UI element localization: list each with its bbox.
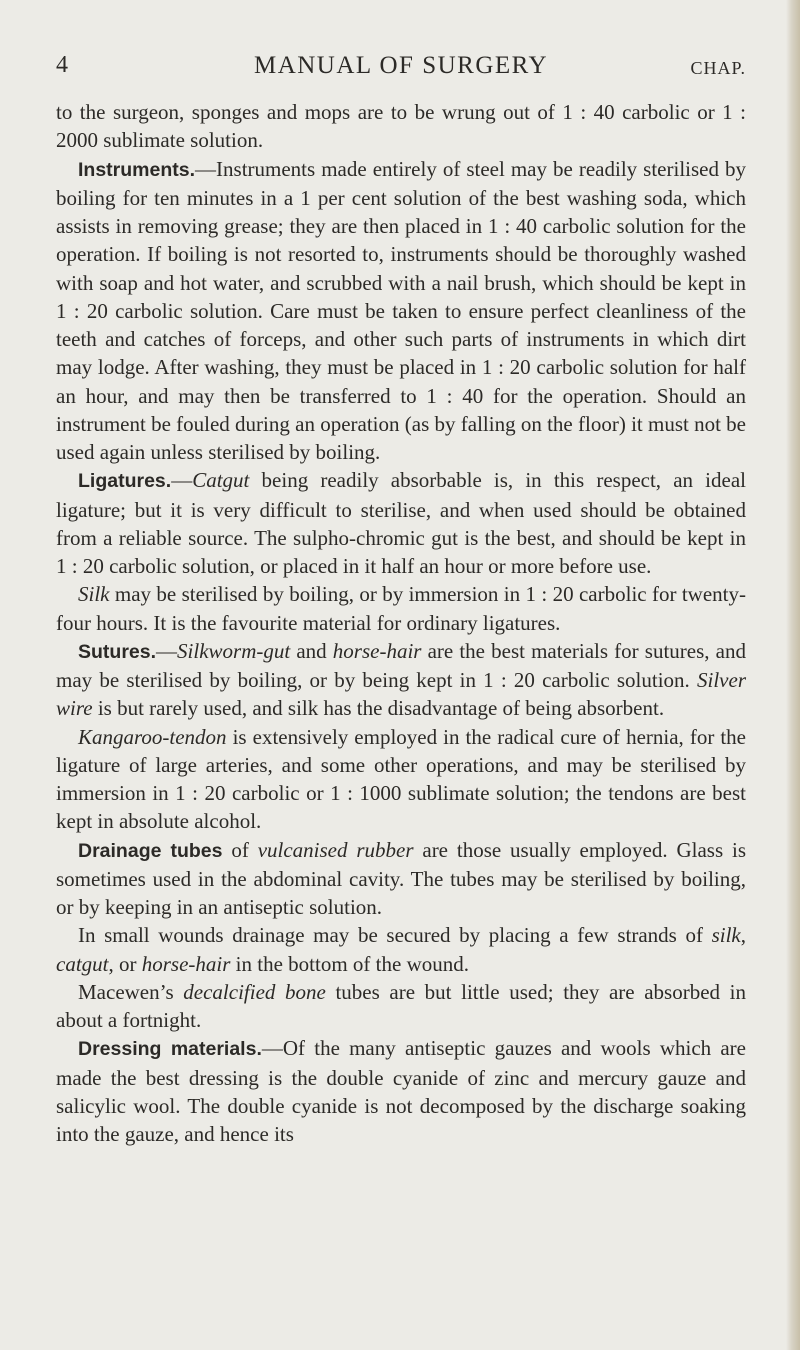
paragraph-drainage [56, 836, 746, 922]
text-run: tubes are but little used; they are absorbed in about a fortnight. [56, 979, 746, 1032]
term-catgut: catgut [56, 951, 109, 976]
term-vulcanised-rubber: vulcanised rubber [257, 837, 414, 862]
paragraph-instruments [56, 155, 746, 467]
term-silk: silk [711, 923, 741, 948]
text-run: of [222, 837, 258, 862]
text-run: is extensively employed in the radical cure of hernia, for the ligature of large arteries, and some other operations, and may be sterilised by immersion in 1 : 20 carbolic or 1 : 1000 sublimate solution; the tendons are best kept in absolute alcohol. [56, 724, 746, 834]
text-run: , [740, 923, 746, 948]
term-horse-hair: horse-hair [332, 638, 422, 663]
text-run: is but rarely used, and silk has the disadvantage of being absorbent. [92, 696, 665, 721]
term-catgut: Catgut [192, 468, 250, 493]
running-title: MANUAL OF SURGERY [253, 52, 549, 79]
body-text [56, 98, 746, 1148]
text-run: in the bottom of the wound. [230, 951, 469, 976]
paragraph-sutures [56, 637, 746, 723]
text-run: Macewen’s [78, 979, 184, 1004]
text-run: —Of the many antiseptic gauzes and wools which are made the best dressing is the double cyanide of zinc and mercury gauze and salicylic wool. The double cyanide is not decomposed by the discharge soaking into the gauze, and hence its [56, 1036, 746, 1146]
text-run: —Instruments made entirely of steel may be readily sterilised by boiling for ten minutes in a 1 per cent solution of the best washing soda, which assists in removing grease; they are then placed in 1 : 40 carbolic solution for the operation. If boiling is not resorted to, instruments should be thoroughly washed with soap and hot water, and scrubbed with a nail brush, which should be kept in 1 : 20 carbolic solution. Care must be taken to ensure perfect cleanliness of the teeth and catches of forceps, and other such parts of instruments in which dirt may lodge. After washing, they must be placed in 1 : 20 carbolic solution for half an hour, and may then be transferred to 1 : 40 for the operation. Should an instrument be fouled during an operation (as by falling on the floor) it must not be used again unless sterilised by boiling. [56, 156, 746, 464]
chapter-label: CHAP. [690, 58, 746, 78]
term-silkworm-gut: Silkworm-gut [177, 638, 291, 663]
text-run: being readily absorbable is, in this respect, an ideal ligature; but it is very difficult to sterilise, and when used should be obtained from a reliable source. The sulpho-chromic gut is the best, and should be kept in 1 : 20 carbolic solution, or placed in it half an hour or more before use. [56, 468, 746, 578]
text-run: may be sterilised by boiling, or by immersion in 1 : 20 carbolic for twenty-four hours. It is the favourite material for ordinary ligatures. [56, 582, 746, 635]
paragraph-kangaroo-tendon [56, 723, 746, 836]
page-number: 4 [56, 52, 68, 78]
term-silver-wire: Silver wire [56, 668, 746, 721]
paragraph-silk [56, 580, 746, 637]
text-run: to the surgeon, sponges and mops are to be wrung out of 1 : 40 carbolic or 1 : 2000 sublimate solution. [56, 100, 746, 153]
section-heading-drainage: Drainage tubes [78, 839, 223, 862]
paragraph-dressing [56, 1034, 746, 1148]
section-heading-sutures: Sutures. [78, 640, 157, 663]
text-run: — [171, 468, 193, 493]
text-run: and [290, 638, 333, 663]
text-run: — [156, 638, 178, 663]
text-run: In small wounds drainage may be secured by placing a few strands of [78, 923, 712, 948]
text-run: are those usually employed. Glass is sometimes used in the abdominal cavity. The tubes may be sterilised by boiling, or by keeping in an antiseptic solution. [56, 837, 746, 919]
paragraph-macewen [56, 978, 746, 1035]
text-run: are the best materials for sutures, and may be sterilised by boiling, or by being kept in 1 : 20 carbolic solution. [56, 638, 746, 692]
paragraph-ligatures [56, 466, 746, 580]
section-heading-instruments: Instruments. [78, 158, 196, 181]
term-decalcified-bone: decalcified bone [183, 979, 326, 1004]
paragraph-sponges [56, 98, 746, 155]
text-run: , or [108, 951, 142, 976]
section-heading-ligatures: Ligatures. [78, 470, 172, 493]
term-horse-hair: horse-hair [141, 951, 231, 976]
term-silk: Silk [78, 582, 110, 607]
page-edge-shadow [786, 0, 800, 1350]
page-header [56, 52, 746, 92]
paragraph-small-wounds [56, 921, 746, 978]
section-heading-dressing: Dressing materials. [78, 1038, 262, 1061]
term-kangaroo-tendon: Kangaroo-tendon [78, 724, 227, 749]
